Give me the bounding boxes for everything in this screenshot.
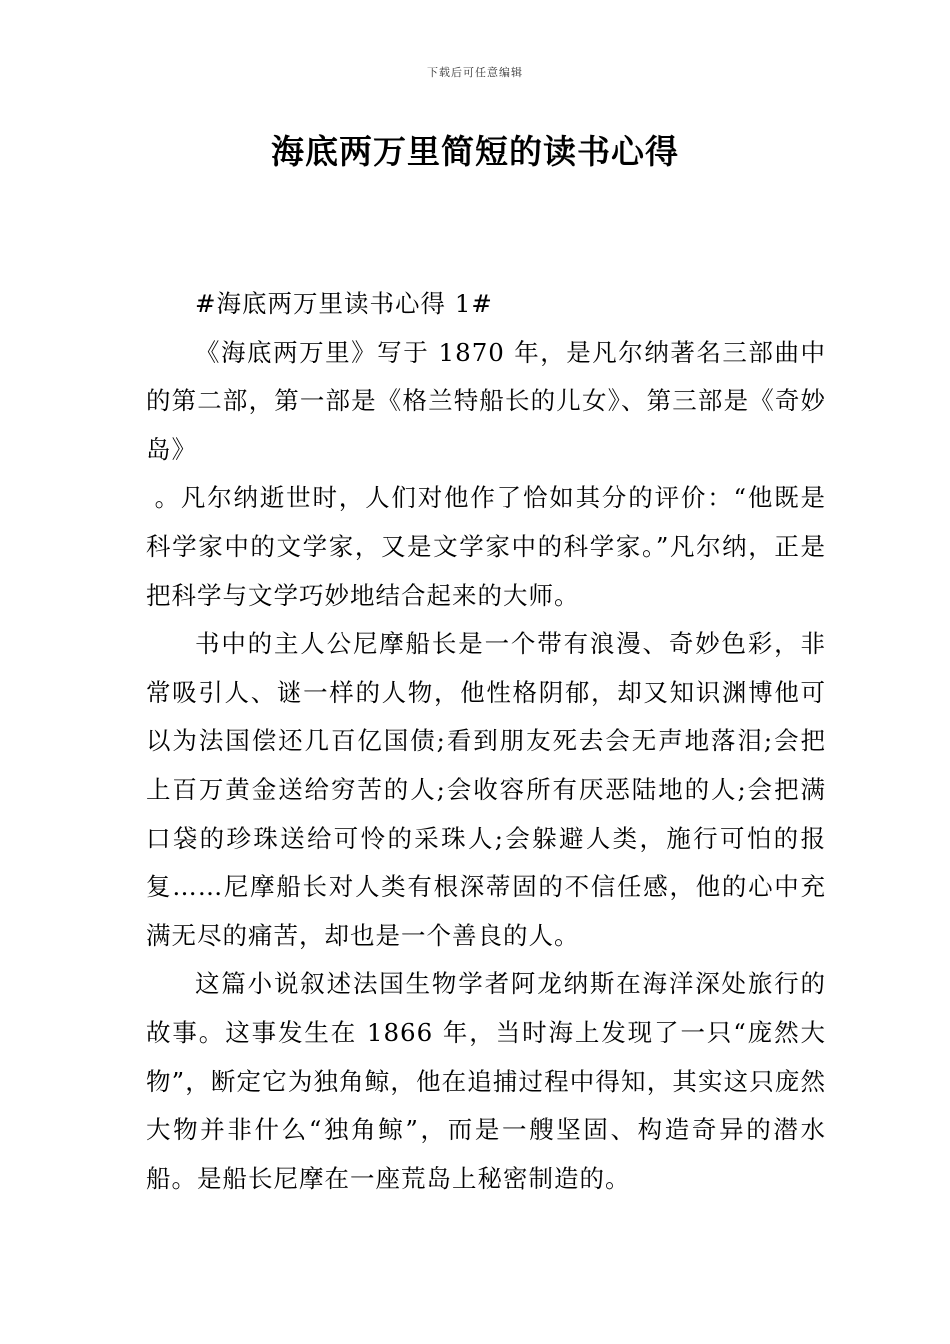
paragraph: 。凡尔纳逝世时，人们对他作了恰如其分的评价：“他既是科学家中的文学家，又是文学家中的科学家。”凡尔纳，正是把科学与文学巧妙地结合起来的大师。 [146, 483, 826, 610]
paragraph: 《海底两万里》写于 1870 年，是凡尔纳著名三部曲中的第二部，第一部是《格兰特船长的儿女》、第三部是《奇妙岛》 [146, 337, 826, 464]
document-body [146, 280, 826, 1203]
paragraph: 这篇小说叙述法国生物学者阿龙纳斯在海洋深处旅行的故事。这事发生在 1866 年，当时海上发现了一只“庞然大物”，断定它为独角鲸，他在追捕过程中得知，其实这只庞然大物并非什么“独角鲸”，而是一艘坚固、构造奇异的潜水船。是船长尼摩在一座荒岛上秘密制造的。 [146, 969, 826, 1193]
document-title: 海底两万里简短的读书心得 [271, 132, 679, 171]
page-header: 下载后可任意编辑 [427, 66, 523, 79]
section-heading: #海底两万里读书心得 1# [195, 289, 493, 318]
paragraph: 书中的主人公尼摩船长是一个带有浪漫、奇妙色彩，非常吸引人、谜一样的人物，他性格阴郁，却又知识渊博他可以为法国偿还几百亿国债;看到朋友死去会无声地落泪;会把上百万黄金送给穷苦的人;会收容所有厌恶陆地的人;会把满口袋的珍珠送给可怜的采珠人;会躲避人类，施行可怕的报复……尼摩船长对人类有根深蒂固的不信任感，他的心中充满无尽的痛苦，却也是一个善良的人。 [146, 629, 826, 950]
